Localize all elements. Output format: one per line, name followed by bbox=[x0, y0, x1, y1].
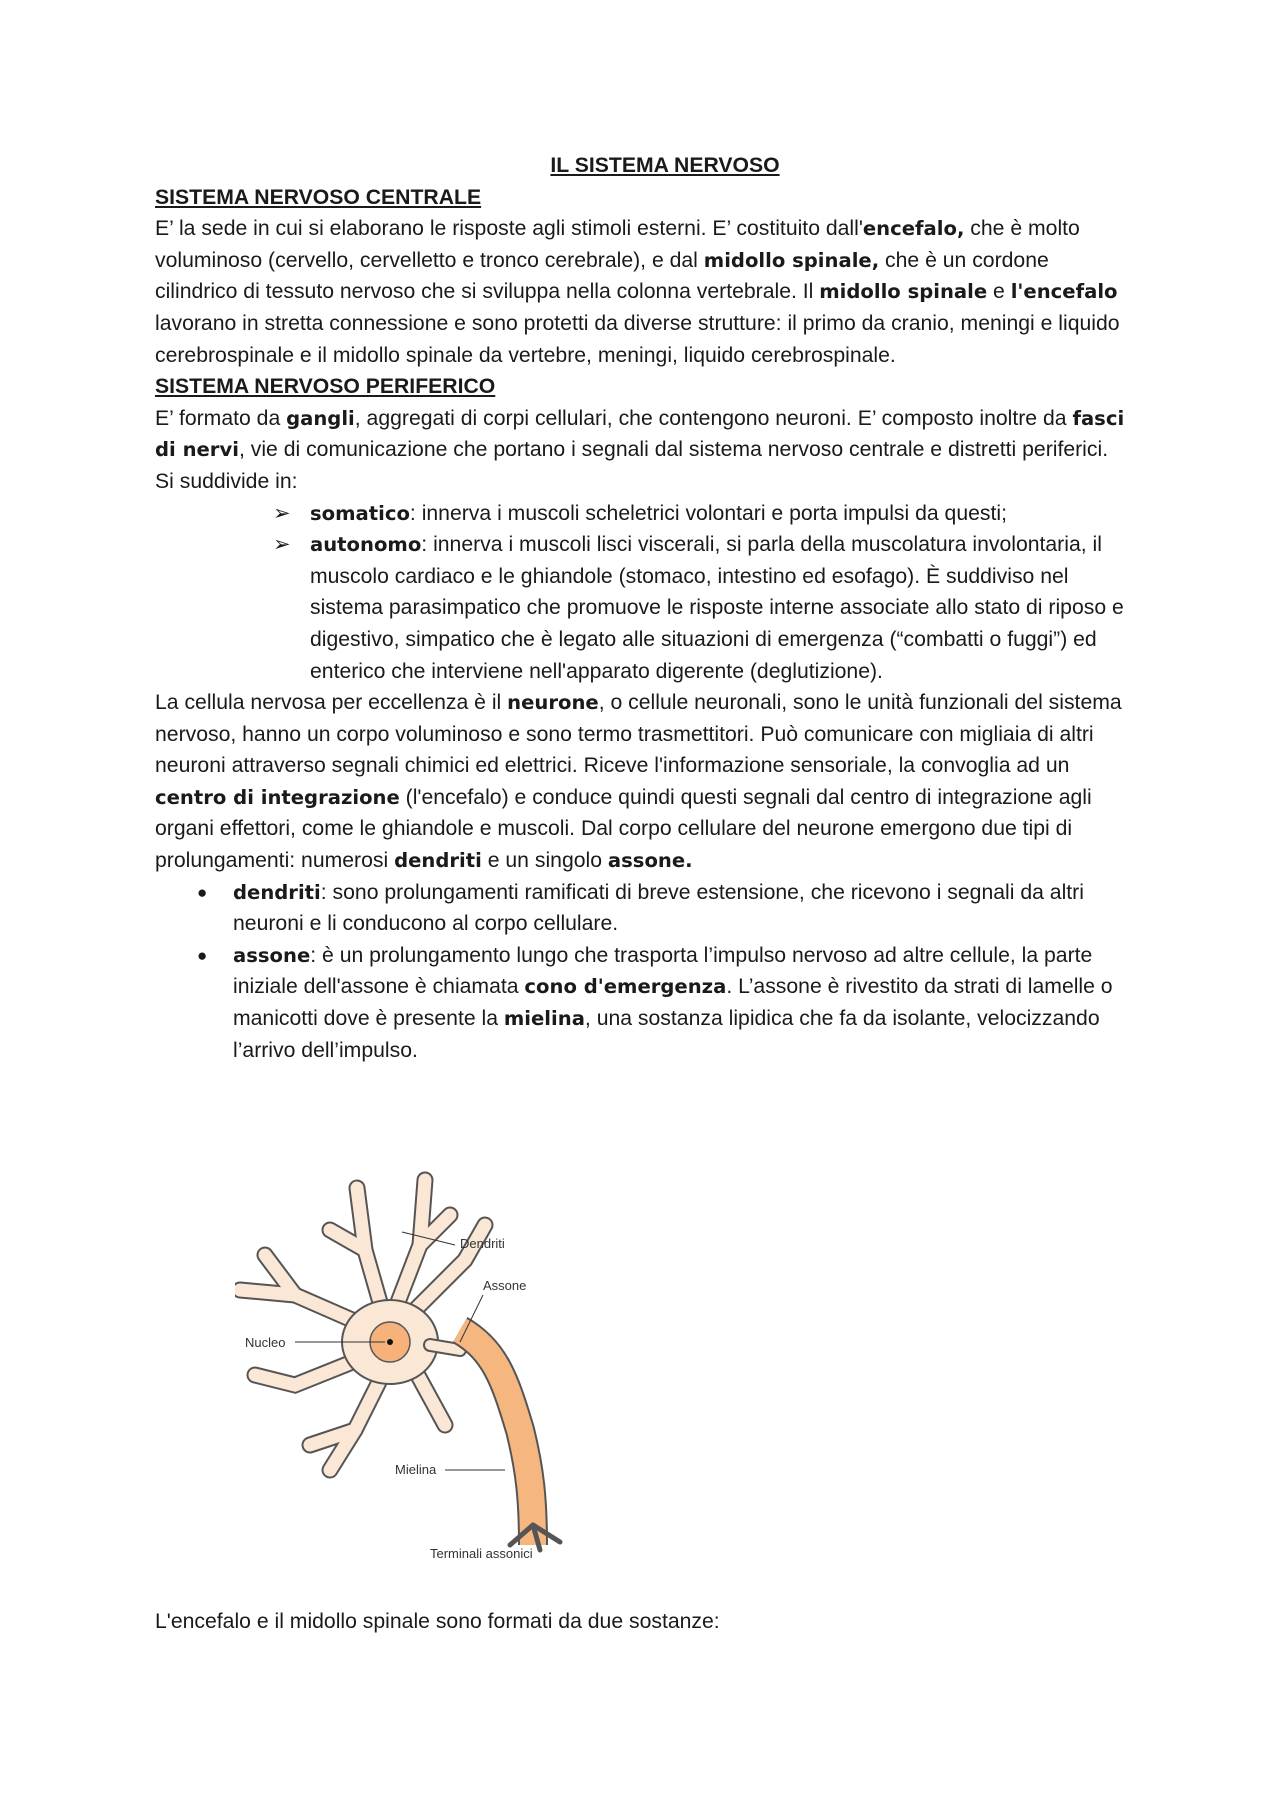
label-nucleo: Nucleo bbox=[245, 1335, 286, 1350]
neuron-parts-list bbox=[155, 877, 1125, 1067]
document-body bbox=[155, 150, 1125, 1066]
paragraph-snc: E’ la sede in cui si elaborano le risposte agli stimoli esterni. E’ costituito dall'encefalo, che è molto voluminoso (cervello, cervelletto e tronco cerebrale), e dal midollo spinale, che è un cordone cilindrico di tessuto nervoso che si sviluppa nella colonna vertebrale. Il midollo spinale e l'encefalo lavorano in stretta connessione e sono protetti da diverse strutture: il primo da cranio, meningi e liquido cerebrospinale e il midollo spinale da vertebre, meningi, liquido cerebrospinale. bbox=[155, 217, 1120, 367]
label-terminali-assonici: Terminali assonici bbox=[430, 1546, 533, 1561]
page-title: IL SISTEMA NERVOSO bbox=[550, 154, 780, 177]
neuron-diagram bbox=[235, 1170, 605, 1565]
closing-sentence: L'encefalo e il midollo spinale sono formati da due sostanze: bbox=[155, 1610, 720, 1633]
label-mielina: Mielina bbox=[395, 1462, 437, 1477]
neuron-illustration bbox=[235, 1170, 605, 1565]
label-assone: Assone bbox=[483, 1278, 527, 1293]
label-dendriti: Dendriti bbox=[460, 1236, 505, 1251]
dot-bullet-icon: ● bbox=[197, 882, 208, 902]
list-item-assone: ● assone: è un prolungamento lungo che trasporta l’impulso nervoso ad altre cellule, la parte iniziale dell'assone è chiamata cono d'emergenza. L’assone è rivestito da strati di lamelle o manicotti dove è presente la mielina, una sostanza lipidica che fa da isolante, velocizzando l’arrivo dell’impulso. bbox=[155, 940, 1125, 1066]
arrow-bullet-icon: ➢ bbox=[273, 501, 291, 525]
heading-snp: SISTEMA NERVOSO PERIFERICO bbox=[155, 375, 496, 399]
paragraph-snp: E’ formato da gangli, aggregati di corpi cellulari, che contengono neuroni. E’ composto inoltre da fasci di nervi, vie di comunicazione che portano i segnali dal sistema nervoso centrale e distretti periferici. Si suddivide in: bbox=[155, 406, 1125, 493]
list-item-somatico: ➢ somatico: innerva i muscoli scheletrici volontari e porta impulsi da questi; bbox=[155, 498, 1125, 530]
snp-subdivision-list bbox=[155, 498, 1125, 688]
list-item-autonomo: ➢ autonomo: innerva i muscoli lisci viscerali, si parla della muscolatura involontaria, il muscolo cardiaco e le ghiandole (stomaco, intestino ed esofago). È suddiviso nel sistema parasimpatico che promuove le risposte interne associate allo stato di riposo e digestivo, simpatico che è legato alle situazioni di emergenza (“combatti o fuggi”) ed enterico che interviene nell'apparato digerente (deglutizione). bbox=[155, 529, 1125, 687]
dot-bullet-icon: ● bbox=[197, 945, 208, 965]
list-item-dendriti: ● dendriti: sono prolungamenti ramificati di breve estensione, che ricevono i segnali da altri neuroni e li conducono al corpo cellulare. bbox=[155, 877, 1125, 940]
heading-snc: SISTEMA NERVOSO CENTRALE bbox=[155, 185, 482, 209]
paragraph-neurone: La cellula nervosa per eccellenza è il neurone, o cellule neuronali, sono le unità funzionali del sistema nervoso, hanno un corpo voluminoso e sono termo trasmettitori. Può comunicare con migliaia di altri neuroni attraverso segnali chimici ed elettrici. Riceve l'informazione sensoriale, la convoglia ad un centro di integrazione (l'encefalo) e conduce quindi questi segnali dal centro di integrazione agli organi effettori, come le ghiandole e muscoli. Dal corpo cellulare del neurone emergono due tipi di prolungamenti: numerosi dendriti e un singolo assone. bbox=[155, 691, 1122, 873]
arrow-bullet-icon: ➢ bbox=[273, 533, 291, 557]
